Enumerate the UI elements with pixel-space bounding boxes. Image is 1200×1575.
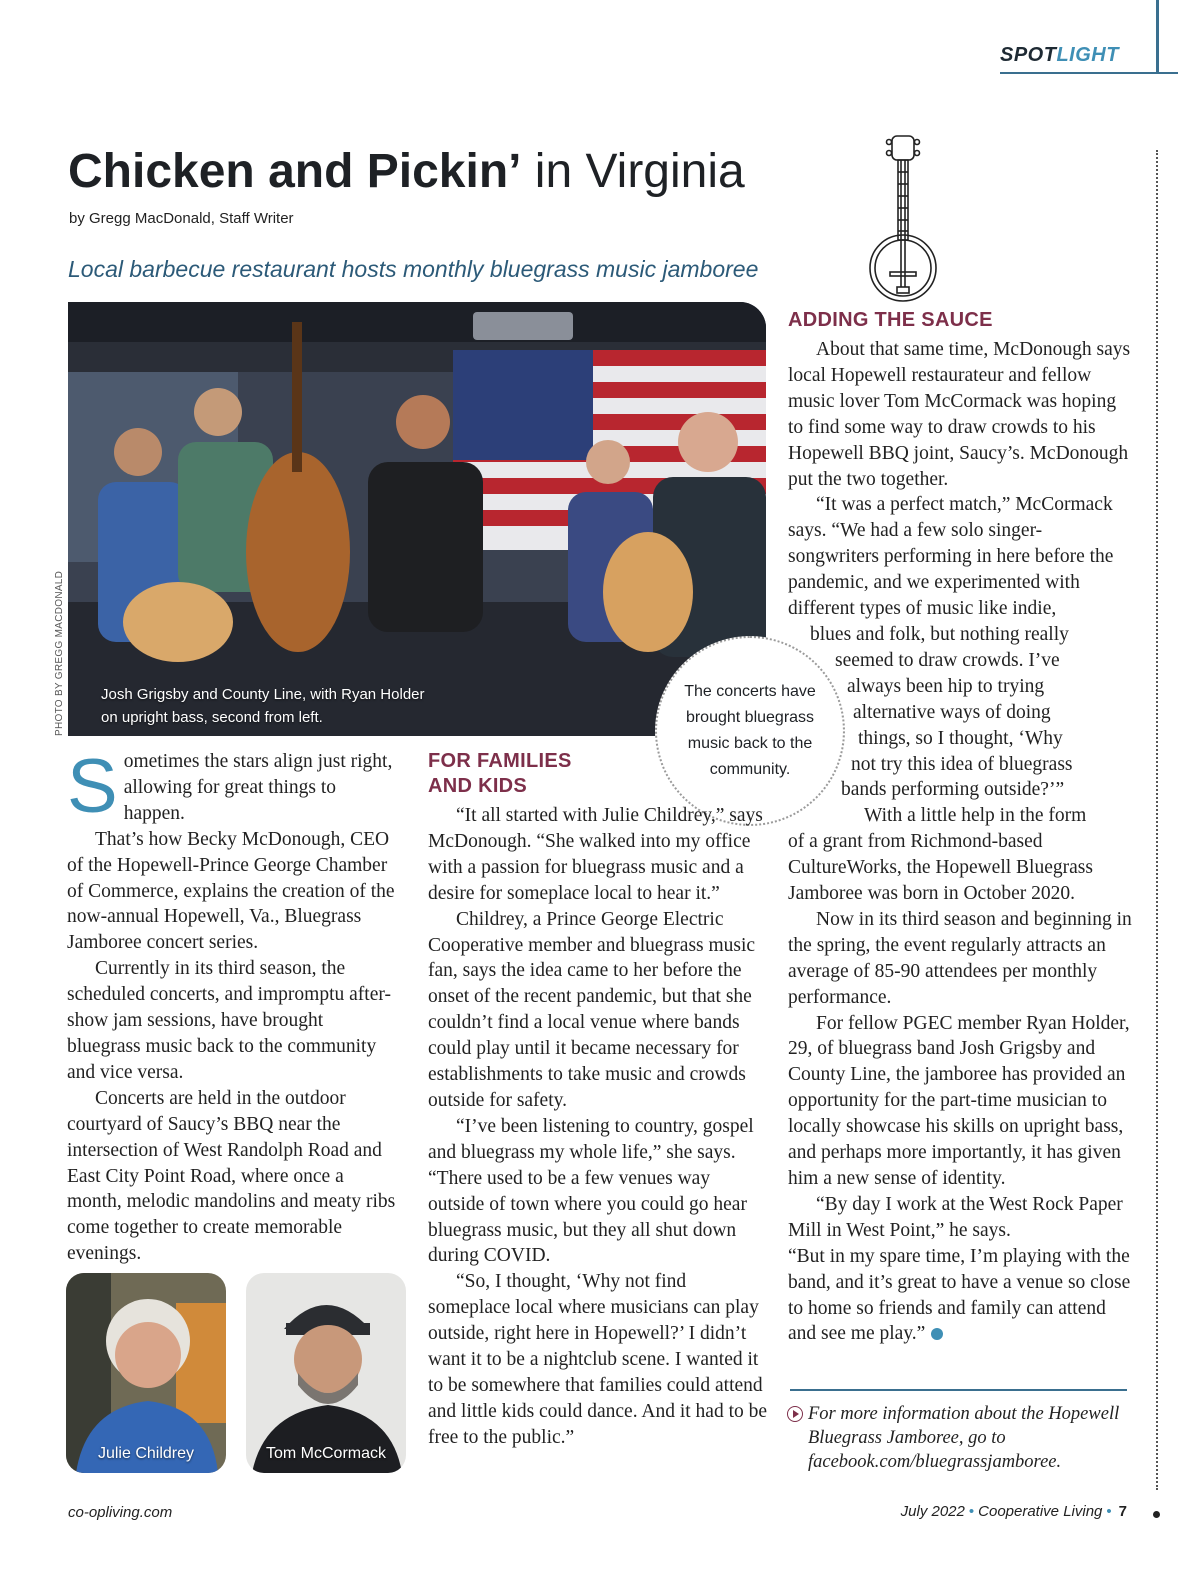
inset-photo-tom [246, 1273, 406, 1473]
page-number: 7 [1118, 1503, 1127, 1520]
col3-paragraph-4: Now in its third season and beginning in the spring, the event regularly attracts an average of 85-90 attendees per monthly performance. [788, 908, 1132, 1008]
col3-paragraph-2h: bands performing outside?’” [841, 779, 1065, 801]
col3-paragraph-6: “By day I work at the West Rock Paper Mill in West Point,” he says. [788, 1193, 1123, 1241]
section-label [1000, 44, 1119, 67]
col3-paragraph-1: About that same time, McDonough says local Hopewell restaurateur and fellow music lover Tom McCormack was hoping to find some way to draw crowds to his Hopewell BBQ joint, Saucy’s. McDonough put the two together. [788, 339, 1131, 490]
col2-paragraph-1: “It all started with Julie Childrey,” says McDonough. “She walked into my office with a passion for bluegrass music and a desire for someplace local to hear it.” [428, 805, 763, 904]
page-edge-dot [1153, 1511, 1160, 1518]
footer-site: co-opliving.com [68, 1504, 173, 1521]
band-photo [68, 302, 766, 736]
photo-caption [101, 683, 501, 729]
footer-bullet-icon: • [1106, 1503, 1112, 1520]
article-deck: Local barbecue restaurant hosts monthly bluegrass music jamboree [68, 256, 759, 282]
footer-issue [901, 1503, 1127, 1520]
footer-date: July 2022 [900, 1503, 965, 1520]
col3-paragraph-2a: “It was a perfect match,” McCormack says. “We had a few solo singer-songwriters performing in here before the pandemic, and we experimented with different types of music like indie, [788, 494, 1114, 620]
header-vertical-rule [1156, 0, 1159, 72]
section-label-spot: SPOT [1000, 44, 1057, 66]
photo-caption-line2: on upright bass, second from left. [101, 709, 323, 726]
col3-paragraph-3b: of a grant from Richmond-based CultureWorks, the Hopewell Bluegrass Jamboree was born in October 2020. [788, 831, 1093, 905]
col2-paragraph-2: Childrey, a Prince George Electric Cooperative member and bluegrass music fan, says the idea came to her before the onset of the recent pandemic, but that she couldn’t find a local venue where bands could play until it became necessary for establishments to take music and crowds outside for safety. [428, 908, 756, 1111]
article-headline [68, 142, 745, 202]
col3-paragraph-3a: With a little help in the form [864, 805, 1087, 827]
section-label-light: LIGHT [1056, 44, 1119, 66]
col3-paragraph-2c: seemed to draw crowds. I’ve [835, 649, 1060, 671]
col2-paragraph-3: “I’ve been listening to country, gospel and bluegrass my whole life,” she says. “There used to be a few venues way outside of town where you could go hear bluegrass music, but they all shut down during COVID. [428, 1115, 754, 1267]
byline: by Gregg MacDonald, Staff Writer [69, 210, 294, 227]
subhead-families-kids [428, 749, 770, 799]
column-2 [428, 749, 770, 1451]
inset-photo-julie [66, 1273, 226, 1473]
col3-paragraph-5: For fellow PGEC member Ryan Holder, 29, of bluegrass band Josh Grigsby and County Line, the jamboree has provided an opportunity for the part-time musician to locally showcase his skills on upright bass, and perhaps more importantly, it has given him a new sense of identity. [788, 1012, 1130, 1189]
end-mark-icon [931, 1328, 943, 1340]
page-edge-dotted-line [1156, 150, 1158, 1490]
photo-credit: PHOTO BY GREGG MACDONALD [54, 570, 65, 736]
headline-bold-part: Chicken and Pickin’ [68, 145, 522, 198]
col3-paragraph-2b: blues and folk, but nothing really [810, 623, 1069, 645]
col3-paragraph-2f: things, so I thought, ‘Why [858, 727, 1063, 749]
banjo-illustration-icon [862, 132, 944, 304]
col1-paragraph-1-text: ometimes the stars align just right, allowing for great things to happen. [123, 751, 393, 824]
col1-paragraph-4: Concerts are held in the outdoor courtyard of Saucy’s BBQ near the intersection of West Randolph Road and East City Point Road, where once a month, melodic mandolins and meaty ribs come together to create memorable evenings. [67, 1087, 396, 1265]
col3-paragraph-2e: alternative ways of doing [853, 701, 1051, 723]
col3-paragraph-7 [788, 1244, 1133, 1348]
subhead-families-line2: AND KIDS [428, 775, 528, 797]
subhead-adding-sauce: ADDING THE SAUCE [788, 309, 993, 331]
photo-caption-line1: Josh Grigsby and County Line, with Ryan Holder [101, 686, 425, 703]
pull-quote-text: The concerts have brought bluegrass music back to the community. [684, 683, 816, 778]
info-divider [790, 1389, 1127, 1391]
column-3 [788, 308, 1133, 1347]
col3-paragraph-2g: not try this idea of bluegrass [851, 753, 1073, 775]
column-1 [67, 744, 397, 1267]
inset-label-julie: Julie Childrey [97, 1445, 195, 1462]
more-info-text: For more information about the Hopewell Bluegrass Jamboree, go to facebook.com/bluegrassjamboree. [808, 1404, 1120, 1472]
header-horizontal-rule [1000, 72, 1178, 74]
col1-paragraph-2: That’s how Becky McDonough, CEO of the Hopewell-Prince George Chamber of Commerce, explains the creation of the now-annual Hopewell, Va., Bluegrass Jamboree concert series. [67, 828, 395, 954]
inset-label-tom: Tom McCormack [265, 1445, 386, 1462]
col1-paragraph-3: Currently in its third season, the scheduled concerts, and impromptu after-show jam sessions, have brought bluegrass music back to the community and vice versa. [67, 958, 391, 1083]
headline-light-part: in Virginia [521, 145, 745, 198]
play-arrow-icon [787, 1406, 803, 1422]
col3-paragraph-7-text: “But in my spare time, I’m playing with the band, and it’s great to have a venue so close to home so friends and family can attend and see me play.” [788, 1245, 1131, 1345]
drop-cap: S [67, 744, 118, 829]
col2-paragraph-4: “So, I thought, ‘Why not find someplace local where musicians can play outside, right here in Hopewell?’ I didn’t want it to be a nightclub scene. I wanted it to be somewhere that families could attend and little kids could dance. And it had to be free to the public.” [428, 1271, 768, 1448]
footer-magazine: Cooperative Living [978, 1503, 1103, 1520]
footer-bullet-icon: • [968, 1503, 975, 1520]
subhead-families-line1: FOR FAMILIES [428, 750, 572, 772]
col3-paragraph-2d: always been hip to trying [847, 675, 1045, 697]
col1-paragraph-1 [67, 744, 397, 829]
